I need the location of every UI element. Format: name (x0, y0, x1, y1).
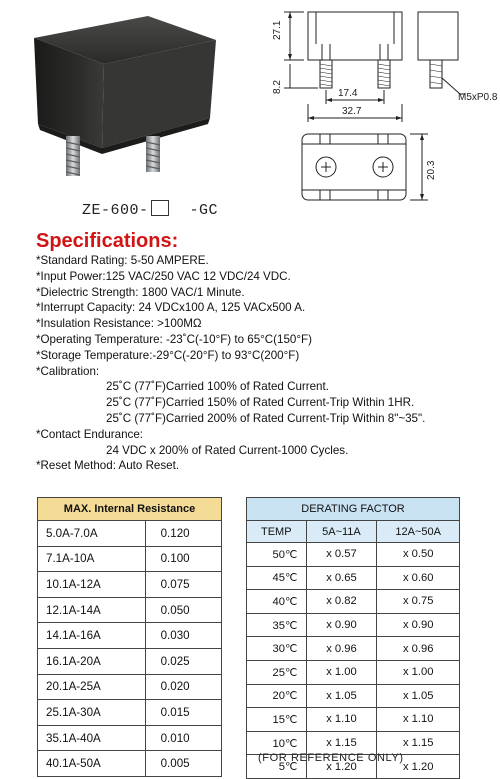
derating-col-temp: TEMP (247, 521, 307, 543)
spec-line: *Input Power:125 VAC/250 VAC 12 VDC/24 VDC. (36, 269, 291, 283)
dim-height: 27.1 (272, 20, 283, 40)
table-row (38, 700, 222, 726)
model-blank-box (151, 200, 169, 216)
dim-pitch: 17.4 (338, 88, 358, 99)
model-code (82, 200, 218, 219)
table-row (38, 623, 222, 649)
table-row (247, 708, 460, 732)
current-range-cell: 16.1A-20A (38, 648, 146, 674)
spec-line: *Standard Rating: 5-50 AMPERE. (36, 254, 209, 267)
derating-value-cell: x 1.05 (306, 684, 377, 708)
temp-cell: 25℃ (247, 660, 307, 684)
derating-value-cell: x 0.82 (306, 590, 377, 614)
table-row (38, 597, 222, 623)
spec-line: 25˚C (77˚F)Carried 200% of Rated Current-Trip Within 8"~35". (106, 411, 426, 425)
current-range-cell: 20.1A-25A (38, 674, 146, 700)
temp-cell: 10℃ (247, 731, 307, 755)
spec-line: 25˚C (77˚F)Carried 150% of Rated Current-Trip Within 1HR. (106, 396, 415, 410)
table-row (247, 684, 460, 708)
spec-line: 24 VDC x 200% of Rated Current-1000 Cycles. (106, 443, 349, 457)
dim-width: 32.7 (342, 106, 362, 117)
derating-value-cell: x 0.50 (377, 543, 460, 567)
current-range-cell: 14.1A-16A (38, 623, 146, 649)
dim-thread-length: 8.2 (272, 80, 283, 94)
derating-table (246, 497, 460, 779)
current-range-cell: 12.1A-14A (38, 597, 146, 623)
table-row (247, 543, 460, 567)
table-row (38, 674, 222, 700)
temp-cell: 45℃ (247, 566, 307, 590)
table-row (247, 590, 460, 614)
spec-line: *Dielectric Strength: 1800 VAC/1 Minute. (36, 285, 245, 299)
resistance-value-cell: 0.075 (145, 572, 221, 598)
temp-cell: 20℃ (247, 684, 307, 708)
derating-value-cell: x 0.75 (377, 590, 460, 614)
table-row (38, 521, 222, 547)
derating-value-cell: x 0.90 (377, 613, 460, 637)
temp-cell: 15℃ (247, 708, 307, 732)
derating-value-cell: x 1.00 (377, 660, 460, 684)
terminal-screw-right (146, 136, 160, 172)
table-row (38, 546, 222, 572)
current-range-cell: 40.1A-50A (38, 751, 146, 777)
resistance-table-header: MAX. Internal Resistance (38, 498, 222, 521)
table-row (247, 566, 460, 590)
resistance-value-cell: 0.100 (145, 546, 221, 572)
spec-line: *Insulation Resistance: >100MΩ (36, 317, 202, 331)
resistance-value-cell: 0.050 (145, 597, 221, 623)
spec-line: 25˚C (77˚F)Carried 100% of Rated Current. (106, 380, 329, 394)
temp-cell: 50℃ (247, 543, 307, 567)
derating-value-cell: x 1.10 (377, 708, 460, 732)
derating-value-cell: x 1.20 (377, 755, 460, 779)
table-row (247, 660, 460, 684)
temp-cell: 30℃ (247, 637, 307, 661)
terminal-screw-left (66, 136, 80, 176)
temp-cell: 40℃ (247, 590, 307, 614)
spec-line: *Interrupt Capacity: 24 VDCx100 A, 125 VACx500 A. (36, 301, 306, 315)
resistance-value-cell: 0.030 (145, 623, 221, 649)
resistance-value-cell: 0.120 (145, 521, 221, 547)
derating-value-cell: x 1.15 (306, 731, 377, 755)
derating-table-title: DERATING FACTOR (247, 498, 460, 521)
derating-value-cell: x 0.90 (306, 613, 377, 637)
current-range-cell: 35.1A-40A (38, 725, 146, 751)
derating-value-cell: x 0.65 (306, 566, 377, 590)
spec-line: *Storage Temperature:-29°C(-20°F) to 93°C(200°F) (36, 348, 300, 362)
model-suffix: -GC (189, 202, 219, 219)
table-row (247, 637, 460, 661)
derating-value-cell: x 0.96 (377, 637, 460, 661)
current-range-cell: 25.1A-30A (38, 700, 146, 726)
table-row (38, 572, 222, 598)
dim-depth: 20.3 (426, 160, 437, 180)
table-row (38, 725, 222, 751)
current-range-cell: 5.0A-7.0A (38, 521, 146, 547)
resistance-value-cell: 0.015 (145, 700, 221, 726)
derating-value-cell: x 0.96 (306, 637, 377, 661)
derating-value-cell: x 1.20 (306, 755, 377, 779)
derating-value-cell: x 1.10 (306, 708, 377, 732)
temp-cell: 35℃ (247, 613, 307, 637)
temp-cell: 5℃ (247, 755, 307, 779)
model-prefix: ZE-600- (82, 202, 149, 219)
specifications-title: Specifications: (36, 230, 179, 252)
current-range-cell: 7.1A-10A (38, 546, 146, 572)
derating-value-cell: x 0.57 (306, 543, 377, 567)
table-row (38, 648, 222, 674)
derating-value-cell: x 1.00 (306, 660, 377, 684)
derating-value-cell: x 0.60 (377, 566, 460, 590)
spec-line: *Calibration: (36, 364, 100, 378)
resistance-value-cell: 0.025 (145, 648, 221, 674)
resistance-value-cell: 0.010 (145, 725, 221, 751)
resistance-value-cell: 0.005 (145, 751, 221, 777)
table-row (38, 751, 222, 777)
derating-value-cell: x 1.15 (377, 731, 460, 755)
dimension-drawing (250, 4, 498, 210)
reference-note: (FOR REFERENCE ONLY) (258, 752, 404, 764)
spec-line: *Contact Endurance: (36, 427, 143, 441)
resistance-value-cell: 0.020 (145, 674, 221, 700)
spec-line: *Operating Temperature: -23˚C(-10°F) to 65°C(150°F) (36, 332, 312, 346)
table-row (247, 613, 460, 637)
resistance-table (37, 497, 222, 777)
derating-col-high: 12A~50A (377, 521, 460, 543)
current-range-cell: 10.1A-12A (38, 572, 146, 598)
derating-value-cell: x 1.05 (377, 684, 460, 708)
derating-col-low: 5A~11A (306, 521, 377, 543)
specifications-list (36, 253, 425, 474)
dim-thread: M5xP0.8 (458, 92, 498, 103)
spec-line: *Reset Method: Auto Reset. (36, 459, 180, 473)
product-photo (28, 6, 228, 188)
